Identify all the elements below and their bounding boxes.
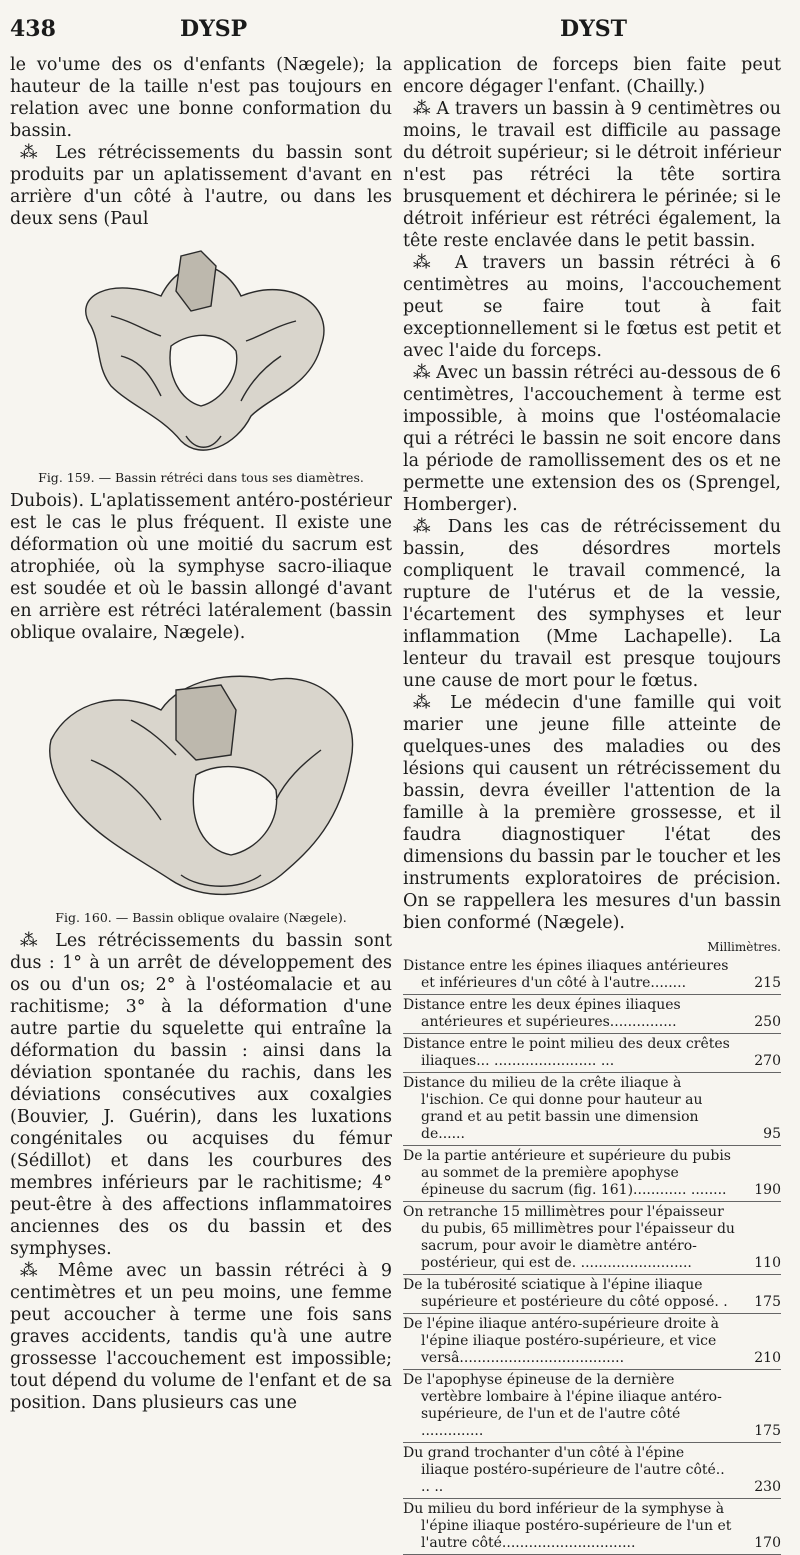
measurement-value: 250 [754, 1014, 781, 1030]
measurement-label: On retranche 15 millimètres pour l'épaisseur du pubis, 65 millimètres pour l'épaisseur du sacrum, pour avoir le diamètre antéro-postérieur, qui est de. ......................... [403, 1204, 735, 1271]
measurement-value: 175 [754, 1423, 781, 1439]
table-row [403, 1202, 781, 1275]
measurement-label: De l'apophyse épineuse de la dernière vertèbre lombaire à l'épine iliaque antéro-supérieure, de l'un et de l'autre côté .............. [403, 1372, 722, 1439]
right-paragraph-1: application de forceps bien faite peut encore dégager l'enfant. (Chailly.) [403, 55, 781, 97]
measurement-label: De la tubérosité sciatique à l'épine iliaque supérieure et postérieure du côté opposé. . [403, 1277, 728, 1310]
measurement-label: Distance du milieu de la crête iliaque à l'ischion. Ce qui donne pour hauteur au grand et au petit bassin une dimension de...... [403, 1075, 703, 1142]
pelvis-illustration-fig160 [31, 650, 371, 908]
measurement-value: 110 [754, 1255, 781, 1271]
left-paragraph-5: ⁂ Même avec un bassin rétréci à 9 centimètres et un peu moins, une femme peut accoucher à terme une fois sans graves accidents, tandis qu'à une autre grossesse l'accouchement est impossible; tout dépend du volume de l'enfant et de sa position. Dans plusieurs cas une [10, 1261, 392, 1413]
measurement-value: 230 [754, 1479, 781, 1495]
right-paragraph-4: ⁂ Avec un bassin rétréci au-dessous de 6 centimètres, l'accouchement à terme est impossible, à moins que l'ostéomalacie qui a rétréci le bassin ne soit encore dans la période de ramollissement des os et ne permette une extension des os (Sprengel, Homberger). [403, 363, 781, 515]
left-paragraph-2: ⁂ Les rétrécissements du bassin sont produits par un aplatissement d'avant en arrière d'un côté à l'autre, ou dans les deux sens (Paul [10, 143, 392, 229]
pelvis-illustration-fig159 [51, 236, 351, 468]
measurement-value: 170 [754, 1535, 781, 1551]
measurement-value: 95 [763, 1126, 781, 1142]
page-number: 438 [10, 16, 56, 42]
right-column [403, 54, 781, 1555]
right-paragraph-6: ⁂ Le médecin d'une famille qui voit marier une jeune fille atteinte de quelques-unes des maladies ou des lésions qui causent un rétrécissement du bassin, devra éveiller l'attention de la famille à la première grossesse, et il faudra diagnostiquer l'état des dimensions du bassin par le toucher et les instruments exploratoires de précision. On se rappellera les mesures d'un bassin bien conformé (Nægele). [403, 693, 781, 933]
table-row [403, 1073, 781, 1146]
measurement-label: De l'épine iliaque antéro-supérieure droite à l'épine iliaque postéro-supérieure, et vice versâ..................................... [403, 1316, 719, 1366]
units-label: Millimètres. [707, 940, 781, 954]
table-row [403, 995, 781, 1034]
figure-159-caption: Fig. 159. — Bassin rétréci dans tous ses diamètres. [38, 470, 364, 485]
measurement-label: Distance entre les deux épines iliaques antérieures et supérieures............... [403, 997, 681, 1030]
table-row [403, 1146, 781, 1202]
table-row [403, 1275, 781, 1314]
left-paragraph-1: le vo'ume des os d'enfants (Nægele); la hauteur de la taille n'est pas toujours en relation avec une bonne conformation du bassin. [10, 55, 392, 141]
measurement-label: De la partie antérieure et supérieure du pubis au sommet de la première apophyse épineuse du sacrum (fig. 161)............ ........ [403, 1148, 731, 1198]
measurement-value: 190 [754, 1182, 781, 1198]
measurement-value: 210 [754, 1350, 781, 1366]
measurement-label: Du milieu du bord inférieur de la symphyse à l'épine iliaque postéro-supérieure de l'un et l'autre côté.............................. [403, 1501, 732, 1551]
measurement-value: 175 [754, 1294, 781, 1310]
left-paragraph-3: Dubois). L'aplatissement antéro-postérieur est le cas le plus fréquent. Il existe une déformation où une moitié du sacrum est atrophiée, où la symphyse sacro-iliaque est soudée et où le bassin allongé d'avant en arrière est rétréci latéralement (bassin oblique ovalaire, Nægele). [10, 491, 392, 643]
measurement-label: Du grand trochanter d'un côté à l'épine iliaque postéro-supérieure de l'autre côté.. .. .. [403, 1445, 725, 1495]
figure-159 [10, 236, 392, 486]
measurement-value: 215 [754, 975, 781, 991]
figure-160-caption: Fig. 160. — Bassin oblique ovalaire (Nægele). [55, 910, 347, 925]
right-paragraph-2: ⁂ A travers un bassin à 9 centimètres ou moins, le travail est difficile au passage du détroit supérieur; si le détroit inférieur n'est pas rétréci la tête sortira brusquement et déchirera le périnée; si le détroit inférieur est rétréci également, la tête reste enclavée dans le petit bassin. [403, 99, 781, 251]
table-row [403, 1314, 781, 1370]
right-running-head: DYST [560, 16, 628, 42]
table-row [403, 1499, 781, 1555]
table-row [403, 1370, 781, 1443]
measurement-label: Distance entre le point milieu des deux crêtes iliaques... ....................... ... [403, 1036, 730, 1069]
right-paragraph-5: ⁂ Dans les cas de rétrécissement du bassin, des désordres mortels compliquent le travail commencé, la rupture de l'utérus et de la vessie, l'écartement des symphyses et leur inflammation (Mme Lachapelle). La lenteur du travail est presque toujours une cause de mort pour le fœtus. [403, 517, 781, 691]
left-paragraph-4: ⁂ Les rétrécissements du bassin sont dus : 1° à un arrêt de développement des os ou d'un os; 2° à l'ostéomalacie et au rachitisme; 3° à la déformation d'une autre partie du squelette qui entraîne la déformation du bassin : ainsi dans la déviation spontanée du rachis, dans les déviations consécutives aux coxalgies (Bouvier, J. Guérin), dans les luxations congénitales ou acquises du fémur (Sédillot) et dans les courbures des membres inférieurs par le rachitisme; 4° peut-être à des affections inflammatoires anciennes des os du bassin et des symphyses. [10, 931, 392, 1259]
table-row [403, 1443, 781, 1499]
measurement-label: Distance entre les épines iliaques antérieures et inférieures d'un côté à l'autre........ [403, 958, 729, 991]
running-header [0, 16, 800, 56]
left-running-head: DYSP [180, 16, 248, 42]
right-paragraph-3: ⁂ A travers un bassin rétréci à 6 centimètres au moins, l'accouchement peut se faire tout à fait exceptionnellement si le fœtus est petit et avec l'aide du forceps. [403, 253, 781, 361]
left-column [10, 54, 392, 1414]
table-row [403, 956, 781, 995]
figure-160 [10, 650, 392, 926]
measurement-value: 270 [754, 1053, 781, 1069]
measurements-table [403, 956, 781, 1555]
table-row [403, 1034, 781, 1073]
